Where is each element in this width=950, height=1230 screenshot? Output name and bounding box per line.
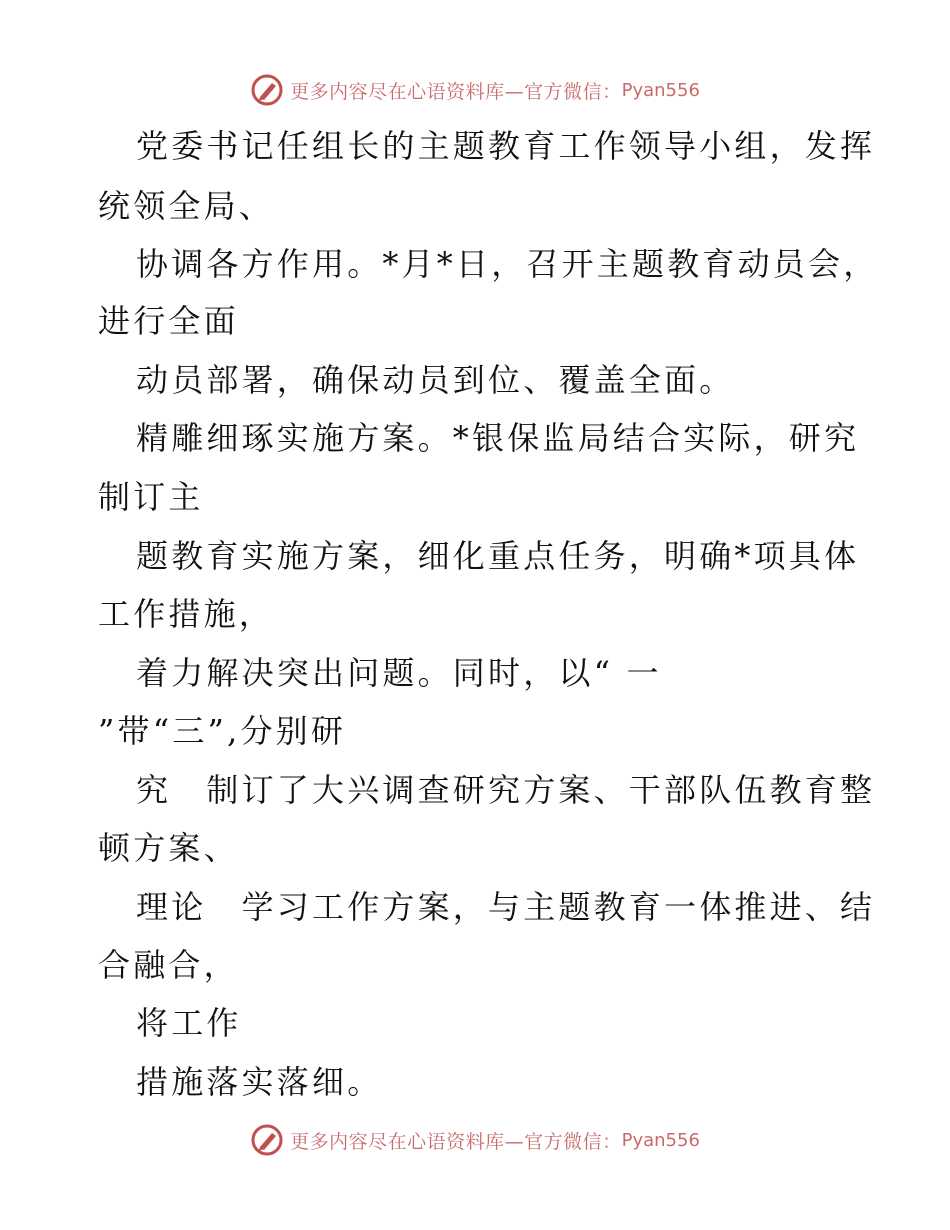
text-line: 顿方案、 <box>98 829 239 867</box>
watermark-text: 更多内容尽在心语资料库—官方微信： <box>290 80 622 103</box>
text-line: 合融合， <box>98 946 239 984</box>
watermark-wechat-id: Pyan556 <box>621 1129 700 1151</box>
text-line: 着力解决突出问题。同时，以“ 一 <box>136 654 662 692</box>
text-line: 将工作 <box>136 1004 242 1042</box>
text-line: 精雕细琢实施方案。*银保监局结合实际，研究 <box>136 419 860 457</box>
text-line: 协调各方作用。*月*日，召开主题教育动员会， <box>136 245 879 283</box>
text-line: 党委书记任组长的主题教育工作领导小组，发挥 <box>136 127 876 165</box>
text-line: 制订主 <box>98 478 204 516</box>
text-line: ”带“三”,分别研 <box>98 712 347 750</box>
watermark-footer <box>0 1120 950 1160</box>
pen-logo-icon <box>250 73 284 107</box>
watermark-wechat-id: Pyan556 <box>621 79 700 101</box>
text-line: 措施落实落细。 <box>136 1063 383 1101</box>
text-line: 题教育实施方案，细化重点任务，明确*项具体 <box>136 537 860 575</box>
text-line: 理论 学习工作方案，与主题教育一体推进、结 <box>136 888 876 926</box>
text-line: 工作措施， <box>98 595 275 633</box>
watermark-header <box>0 70 950 110</box>
pen-logo-icon <box>250 1123 284 1157</box>
text-line: 进行全面 <box>98 302 239 340</box>
watermark-text: 更多内容尽在心语资料库—官方微信： <box>290 1130 622 1153</box>
text-line: 统领全局、 <box>98 187 275 225</box>
text-line: 动员部署，确保动员到位、覆盖全面。 <box>136 361 735 399</box>
text-line: 究 制订了大兴调查研究方案、干部队伍教育整 <box>136 771 876 809</box>
